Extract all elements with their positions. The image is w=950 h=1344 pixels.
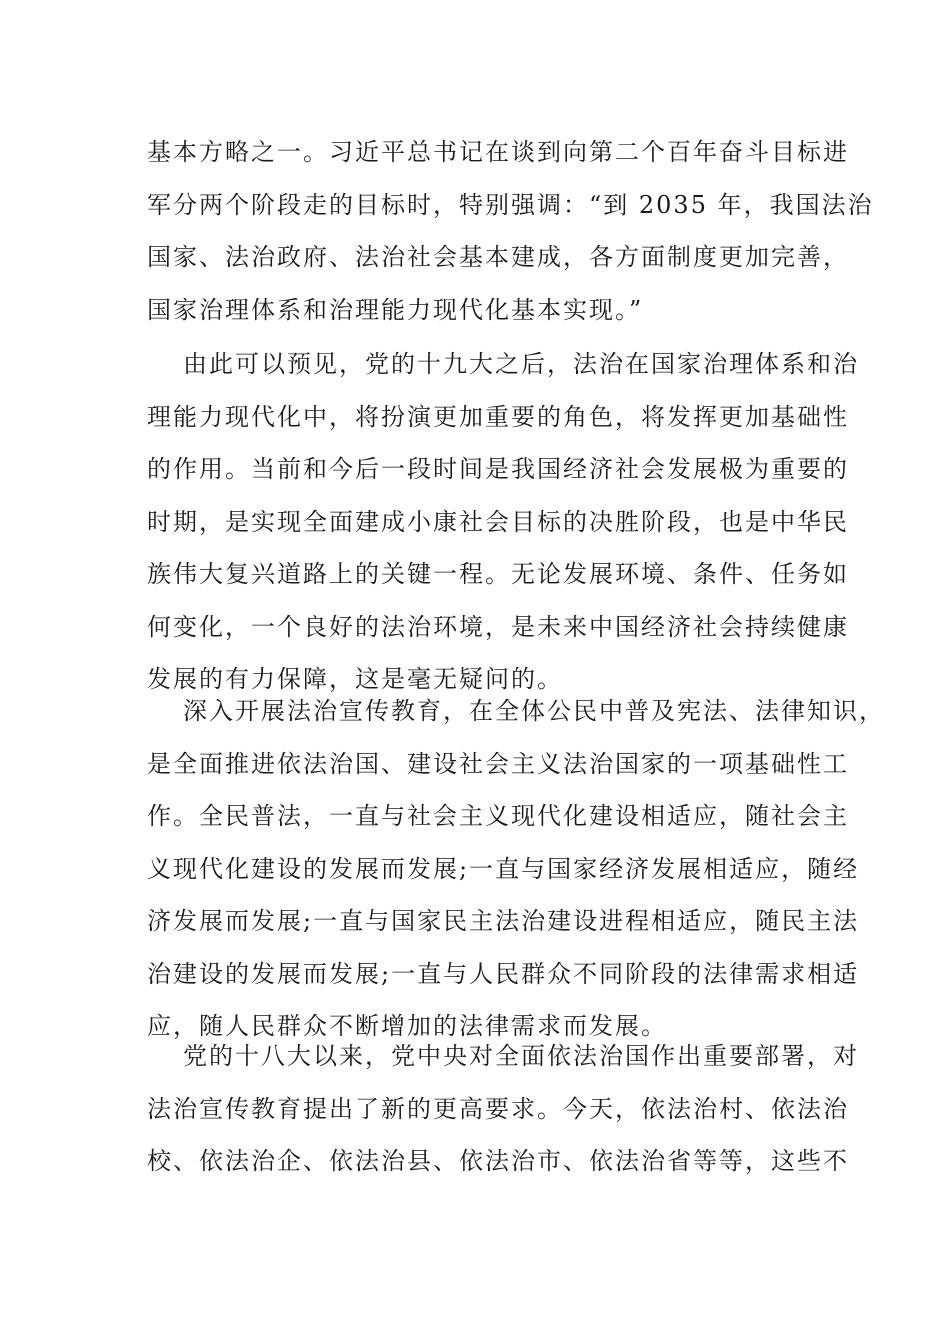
text-line: 的作用。当前和今后一段时间是我国经济社会发展极为重要的: [147, 455, 849, 483]
text-line: 国家、法治政府、法治社会基本建成，各方面制度更加完善，: [147, 243, 849, 271]
text-line: 理能力现代化中，将扮演更加重要的角色，将发挥更加基础性: [147, 402, 849, 431]
text-line: 济发展而发展;一直与国家民主法治建设进程相适应，随民主法: [147, 907, 860, 935]
text-line: 法治宣传教育提出了新的更高要求。今天，依法治村、依法治: [147, 1094, 849, 1123]
text-line: 党的十八大以来，党中央对全面依法治国作出重要部署，对: [183, 1042, 859, 1070]
text-line: 国家治理体系和治理能力现代化基本实现。”: [147, 295, 644, 324]
text-line: 校、依法治企、依法治县、依法治市、依法治省等等，这些不: [147, 1147, 849, 1175]
text-line: 义现代化建设的发展而发展;一直与国家经济发展相适应，随经: [147, 854, 860, 883]
text-line: 族伟大复兴道路上的关键一程。无论发展环境、条件、任务如: [147, 560, 849, 588]
text-line: 时期，是实现全面建成小康社会目标的决胜阶段，也是中华民: [147, 507, 849, 536]
paragraph-continuation: [147, 126, 874, 336]
text-line: 作。全民普法，一直与社会主义现代化建设相适应，随社会主: [147, 802, 849, 830]
text-line: 发展的有力保障，这是毫无疑问的。: [147, 665, 563, 693]
paragraph-rule-of-law-role: [147, 338, 859, 706]
text-line: 是全面推进依法治国、建设社会主义法治国家的一项基础性工: [147, 749, 849, 778]
text-line: 由此可以预见，党的十九大之后，法治在国家治理体系和治: [183, 350, 859, 378]
text-line: 深入开展法治宣传教育，在全体公民中普及宪法、法律知识，: [183, 697, 885, 725]
text-line: 应，随人民群众不断增加的法律需求而发展。: [147, 1012, 667, 1040]
paragraph-legal-education: [147, 685, 885, 1053]
text-line: 治建设的发展而发展;一直与人民群众不同阶段的法律需求相适: [147, 959, 860, 988]
text-line: 基本方略之一。习近平总书记在谈到向第二个百年奋斗目标进: [147, 138, 849, 166]
text-line: 何变化，一个良好的法治环境，是未来中国经济社会持续健康: [147, 612, 849, 641]
text-line: 军分两个阶段走的目标时，特别强调：“到 2035 年，我国法治: [147, 190, 874, 219]
paragraph-eighteenth-congress: [147, 1030, 859, 1188]
